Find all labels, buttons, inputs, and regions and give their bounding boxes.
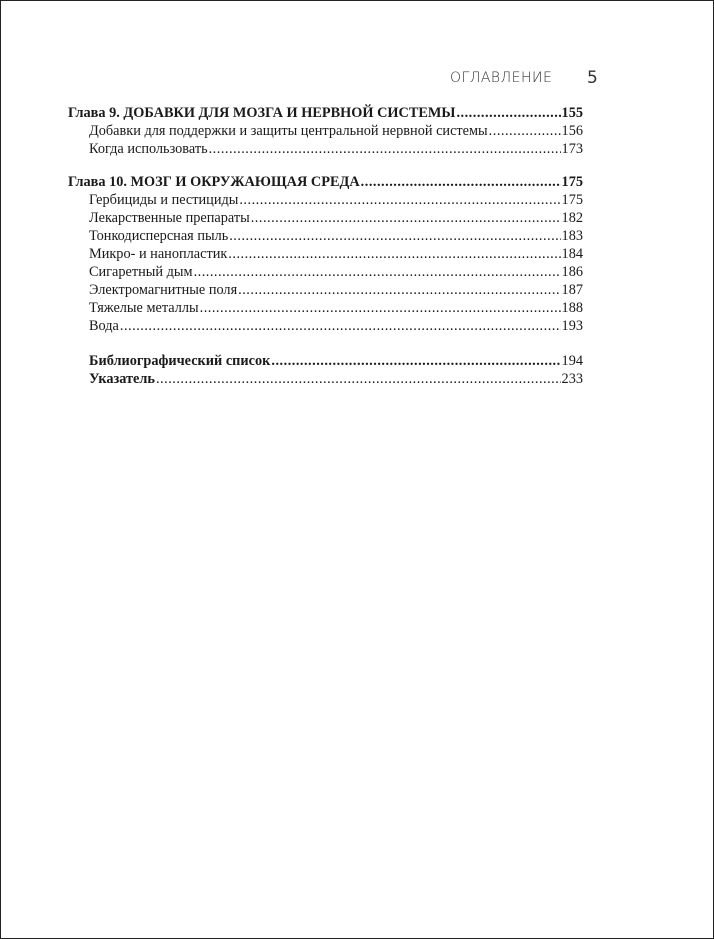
toc-bibliography[interactable] <box>68 352 583 370</box>
toc-page: 182 <box>561 210 583 226</box>
toc-page: 173 <box>561 141 583 157</box>
toc-chapter[interactable] <box>68 173 583 191</box>
toc-page: 193 <box>561 318 583 334</box>
toc-title: Микро- и нанопластик <box>89 246 228 262</box>
leader-dots <box>156 370 561 388</box>
leader-dots <box>251 209 561 227</box>
toc-entry[interactable] <box>68 299 583 317</box>
running-header: ОГЛАВЛЕНИЕ <box>450 70 553 86</box>
toc-title: Сигаретный дым <box>89 264 193 280</box>
toc-page: 156 <box>561 123 583 139</box>
toc-title: Когда использовать <box>89 141 208 157</box>
toc-page: 187 <box>561 282 583 298</box>
toc-entry[interactable] <box>68 317 583 335</box>
toc-entry[interactable] <box>68 281 583 299</box>
toc-title: Тяжелые металлы <box>89 300 199 316</box>
toc-page: 175 <box>561 174 583 190</box>
page-number: 5 <box>587 68 598 88</box>
leader-dots <box>229 227 560 245</box>
toc-title: Гербициды и пестициды <box>89 192 239 208</box>
leader-dots <box>489 122 561 140</box>
toc-index[interactable] <box>68 370 583 388</box>
toc-entry[interactable] <box>68 245 583 263</box>
toc-entry[interactable] <box>68 209 583 227</box>
leader-dots <box>271 352 560 370</box>
leader-dots <box>238 281 560 299</box>
toc-title: Глава 10. МОЗГ И ОКРУЖАЮЩАЯ СРЕДА <box>68 174 360 190</box>
toc-title: Тонкодисперсная пыль <box>89 228 229 244</box>
toc-title: Глава 9. ДОБАВКИ ДЛЯ МОЗГА И НЕРВНОЙ СИСТЕМЫ <box>68 105 456 121</box>
leader-dots <box>239 191 560 209</box>
toc-page: 155 <box>561 105 583 121</box>
leader-dots <box>456 104 560 122</box>
toc-page: 186 <box>561 264 583 280</box>
leader-dots <box>209 140 561 158</box>
toc-entry[interactable] <box>68 227 583 245</box>
toc-entry[interactable] <box>68 191 583 209</box>
toc-page: 175 <box>561 192 583 208</box>
toc-title: Вода <box>89 318 119 334</box>
toc-title: Библиографический список <box>89 353 271 369</box>
leader-dots <box>200 299 561 317</box>
table-of-contents <box>68 104 583 388</box>
toc-page: 184 <box>561 246 583 262</box>
leader-dots <box>361 173 561 191</box>
toc-title: Лекарственные препараты <box>89 210 250 226</box>
toc-entry[interactable] <box>68 263 583 281</box>
leader-dots <box>228 245 560 263</box>
toc-page: 233 <box>561 371 583 387</box>
toc-page: 183 <box>561 228 583 244</box>
toc-title: Электромагнитные поля <box>89 282 238 298</box>
leader-dots <box>194 263 561 281</box>
toc-title: Указатель <box>89 371 155 387</box>
toc-page: 188 <box>561 300 583 316</box>
toc-title: Добавки для поддержки и защиты центральной нервной системы <box>89 123 488 139</box>
toc-entry[interactable] <box>68 140 583 158</box>
toc-entry[interactable] <box>68 122 583 140</box>
leader-dots <box>120 317 561 335</box>
toc-page: 194 <box>561 353 583 369</box>
toc-chapter[interactable] <box>68 104 583 122</box>
